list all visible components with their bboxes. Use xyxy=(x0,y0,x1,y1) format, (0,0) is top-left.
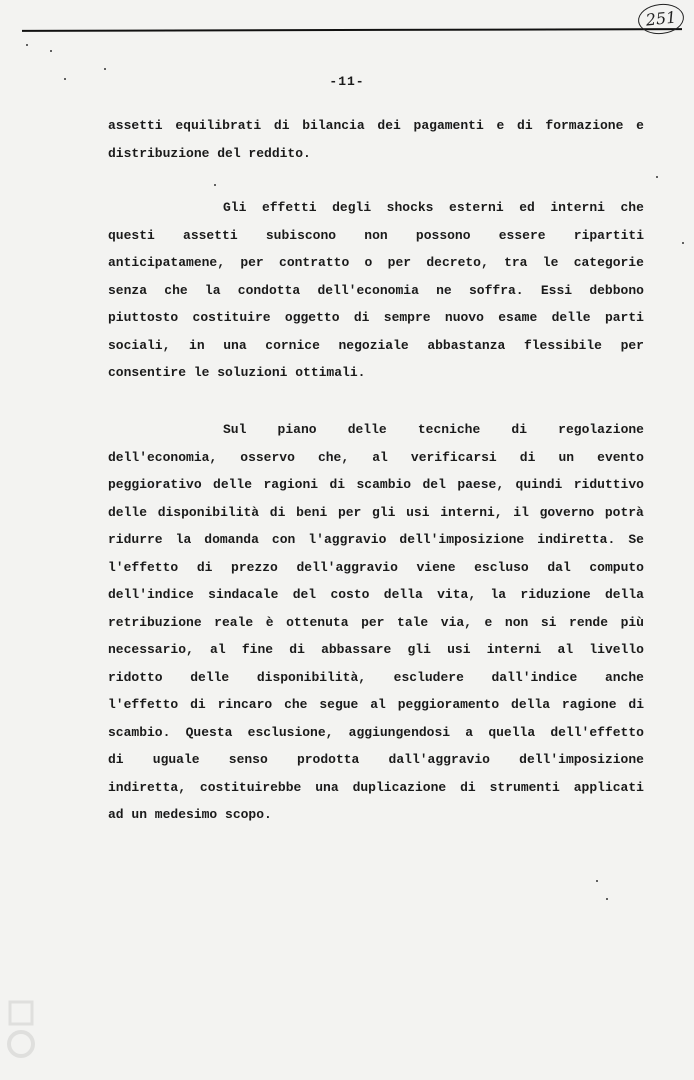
word: con xyxy=(271,532,296,547)
word: una xyxy=(223,337,247,353)
text-line xyxy=(108,222,644,250)
text-line xyxy=(108,609,644,637)
word: flessibile xyxy=(523,337,602,353)
speck xyxy=(596,880,598,882)
word: anche xyxy=(604,669,644,685)
word: peggioramento xyxy=(397,697,500,712)
word: quella xyxy=(488,724,536,740)
word: ed xyxy=(519,200,535,215)
word: nuovo xyxy=(444,310,484,325)
word: degli xyxy=(332,200,372,215)
text-line xyxy=(108,746,644,774)
word: il xyxy=(513,504,529,520)
text-line xyxy=(108,444,644,472)
word: anticipatamene, xyxy=(108,255,226,270)
word: interni xyxy=(486,642,542,657)
word: shocks xyxy=(386,200,434,215)
word: sindacale xyxy=(208,587,279,602)
word: le xyxy=(542,255,559,270)
word: di xyxy=(511,422,528,437)
word: al xyxy=(370,697,386,712)
word: condotta xyxy=(237,282,301,298)
word: tecniche xyxy=(417,422,481,437)
word: possono xyxy=(415,227,471,243)
text-line xyxy=(108,471,644,499)
word: riduttivo xyxy=(573,477,644,492)
word: osservo xyxy=(240,449,295,465)
word: che xyxy=(620,200,644,215)
word: dei xyxy=(377,118,401,133)
word: del xyxy=(422,477,446,492)
word: Essi xyxy=(540,282,573,298)
word: ridurre xyxy=(108,532,163,547)
word: senso xyxy=(228,752,268,767)
text-line xyxy=(108,636,644,664)
word: della xyxy=(511,697,551,712)
word: del xyxy=(292,587,317,602)
word: Se xyxy=(628,532,644,547)
word: disponibilità xyxy=(157,504,260,520)
word: scambio xyxy=(356,477,412,492)
word: negoziale xyxy=(338,337,409,353)
word: l'effetto xyxy=(108,559,179,575)
word: di xyxy=(329,477,346,492)
word: delle xyxy=(551,310,591,325)
word: che xyxy=(284,697,308,712)
word: l'aggravio xyxy=(308,532,387,547)
word: interni xyxy=(550,200,605,215)
word: un xyxy=(558,449,575,465)
word: oggetto xyxy=(284,310,340,325)
word: di xyxy=(196,559,213,575)
word: livello xyxy=(589,642,644,657)
text-line xyxy=(108,774,644,802)
word: applicati xyxy=(573,779,644,795)
word: gli xyxy=(407,642,431,657)
word: riduzione xyxy=(520,587,591,602)
word: fine xyxy=(241,642,274,657)
word: pagamenti xyxy=(413,118,484,133)
word: delle xyxy=(347,422,387,437)
word: contratto xyxy=(279,255,350,270)
text-line: ad un medesimo scopo. xyxy=(108,807,272,822)
word: debbono xyxy=(589,282,644,298)
word: indiretta, xyxy=(108,779,187,795)
word: dall'indice xyxy=(491,669,578,685)
word: parti xyxy=(604,310,644,325)
word: abbastanza xyxy=(427,337,506,353)
word: equilibrati xyxy=(175,118,262,133)
word: reale xyxy=(214,614,254,630)
word: regolazione xyxy=(558,422,644,437)
word: la xyxy=(490,587,507,602)
word: costituirebbe xyxy=(199,779,302,795)
word: di xyxy=(517,118,533,133)
word: a xyxy=(465,724,474,740)
word: rincaro xyxy=(217,697,273,712)
text-line xyxy=(108,691,644,719)
word: dell'aggravio xyxy=(296,559,398,575)
word: dal xyxy=(547,559,571,575)
word: sociali, xyxy=(108,337,171,353)
word: evento xyxy=(597,449,644,465)
word: ragioni xyxy=(263,477,319,492)
archive-watermark-icon xyxy=(6,1000,36,1060)
word: aggiungendosi xyxy=(348,724,451,740)
text-line xyxy=(108,277,644,305)
speck xyxy=(606,898,608,900)
word: dell'imposizione xyxy=(519,752,644,767)
text-line xyxy=(108,581,644,609)
word: delle xyxy=(108,504,148,520)
word: esclusione, xyxy=(247,724,334,740)
word: ripartiti xyxy=(573,227,644,243)
word: si xyxy=(540,614,557,630)
word: questi xyxy=(108,227,155,243)
word: beni xyxy=(296,504,328,520)
word: tra xyxy=(504,255,528,270)
word: vita, xyxy=(437,587,477,602)
text-line xyxy=(108,112,644,140)
speck xyxy=(214,184,216,186)
word: della xyxy=(383,587,423,602)
word: scambio. xyxy=(108,724,171,740)
word: ridotto xyxy=(108,669,163,685)
word: escludere xyxy=(393,669,464,685)
speck xyxy=(50,50,52,52)
word: e xyxy=(636,118,644,133)
word: computo xyxy=(589,559,644,575)
word: usi xyxy=(447,642,471,657)
word: Gli xyxy=(223,200,247,215)
word: di xyxy=(273,118,290,133)
word: la xyxy=(175,532,192,547)
word: viene xyxy=(416,559,456,575)
word: e xyxy=(484,614,493,630)
word: per xyxy=(337,504,362,520)
text-line xyxy=(108,526,644,554)
word: non xyxy=(364,227,388,243)
word: strumenti xyxy=(489,779,560,795)
word: al xyxy=(210,642,226,657)
word: della xyxy=(604,587,644,602)
text-line xyxy=(108,554,644,582)
word: dell'economia, xyxy=(108,449,218,465)
word: per xyxy=(240,255,264,270)
word: di xyxy=(108,752,124,767)
word: verificarsi xyxy=(410,449,497,465)
word: dell'economia xyxy=(317,282,419,298)
word: una xyxy=(315,779,339,795)
word: costo xyxy=(330,587,370,602)
folio-stamp: 251 xyxy=(637,2,686,37)
speck xyxy=(656,176,658,178)
word: usi xyxy=(406,504,430,520)
word: decreto, xyxy=(426,255,489,270)
text-line xyxy=(108,664,644,692)
word: effetti xyxy=(261,200,317,215)
word: che, xyxy=(317,449,350,465)
word: costituire xyxy=(192,310,271,325)
text-line xyxy=(108,499,644,527)
word: gli xyxy=(372,504,396,520)
word: è xyxy=(265,614,274,630)
word: necessario, xyxy=(108,642,194,657)
word: potrà xyxy=(604,504,644,520)
page-number: -11- xyxy=(329,74,365,89)
text-line xyxy=(108,332,644,360)
word: abbassare xyxy=(321,642,392,657)
speck xyxy=(682,242,684,244)
word: la xyxy=(204,282,221,298)
paragraph-1 xyxy=(108,112,644,167)
word: duplicazione xyxy=(352,779,447,795)
word: che xyxy=(164,282,188,298)
word: di xyxy=(269,504,286,520)
word: senza xyxy=(108,282,148,298)
word: Questa xyxy=(185,724,233,740)
word: subiscono xyxy=(265,227,337,243)
word: e xyxy=(496,118,505,133)
word: piuttosto xyxy=(108,310,179,325)
word: non xyxy=(504,614,529,630)
word: indiretta. xyxy=(537,532,616,547)
word: l'effetto xyxy=(108,697,179,712)
text-line xyxy=(108,194,644,222)
top-rule xyxy=(22,28,682,32)
paragraph-2 xyxy=(108,194,644,387)
word: rende xyxy=(569,614,609,630)
word: ragione xyxy=(561,697,617,712)
word: essere xyxy=(498,227,546,243)
word: via, xyxy=(440,614,472,630)
word: di xyxy=(519,449,536,465)
word: assetti xyxy=(183,227,238,243)
text-line: distribuzione del reddito. xyxy=(108,145,311,161)
text-line xyxy=(108,416,644,444)
text-line xyxy=(108,719,644,747)
word: per xyxy=(387,255,412,270)
word: segue xyxy=(319,697,359,712)
word: tale xyxy=(397,614,429,630)
word: cornice xyxy=(265,337,320,353)
paragraph-3 xyxy=(108,416,644,829)
word: retribuzione xyxy=(108,614,202,630)
word: esame xyxy=(498,310,538,325)
word: dell'effetto xyxy=(550,724,644,740)
word: esterni xyxy=(449,200,504,215)
word: o xyxy=(364,255,373,270)
word: più xyxy=(620,614,644,630)
text-line xyxy=(108,304,644,332)
word: delle xyxy=(213,477,253,492)
word: escluso xyxy=(474,559,529,575)
word: per xyxy=(361,614,385,630)
word: in xyxy=(189,337,205,353)
word: ottenuta xyxy=(286,614,349,630)
word: peggiorativo xyxy=(108,477,202,492)
word: soffra. xyxy=(468,282,524,298)
word: ne xyxy=(436,282,452,298)
word: prezzo xyxy=(231,559,278,575)
word: categorie xyxy=(573,255,644,270)
word: sempre xyxy=(383,310,431,325)
word: domanda xyxy=(204,532,259,547)
word: paese, xyxy=(457,477,505,492)
word: interni, xyxy=(440,504,503,520)
word: di xyxy=(353,310,370,325)
word: di xyxy=(628,697,644,712)
word: prodotta xyxy=(296,752,360,767)
word: dell'indice xyxy=(108,587,194,602)
word: di xyxy=(289,642,305,657)
word: formazione xyxy=(545,118,624,133)
word: per xyxy=(620,337,644,353)
word: di xyxy=(190,697,206,712)
word: al xyxy=(372,449,388,465)
word: dall'aggravio xyxy=(388,752,490,767)
word: quindi xyxy=(515,477,563,492)
text-line: consentire le soluzioni ottimali. xyxy=(108,365,366,380)
word: al xyxy=(557,642,574,657)
speck xyxy=(26,44,28,46)
word: di xyxy=(460,779,476,795)
word: assetti xyxy=(108,118,163,133)
speck xyxy=(104,68,106,70)
word: dell'imposizione xyxy=(399,532,525,547)
word: piano xyxy=(277,422,317,437)
word: governo xyxy=(539,504,595,520)
word: delle xyxy=(190,669,230,685)
text-line xyxy=(108,249,644,277)
word: disponibilità, xyxy=(256,669,367,685)
word: bilancia xyxy=(302,118,365,133)
word: Sul xyxy=(223,422,247,437)
word: uguale xyxy=(152,752,200,767)
